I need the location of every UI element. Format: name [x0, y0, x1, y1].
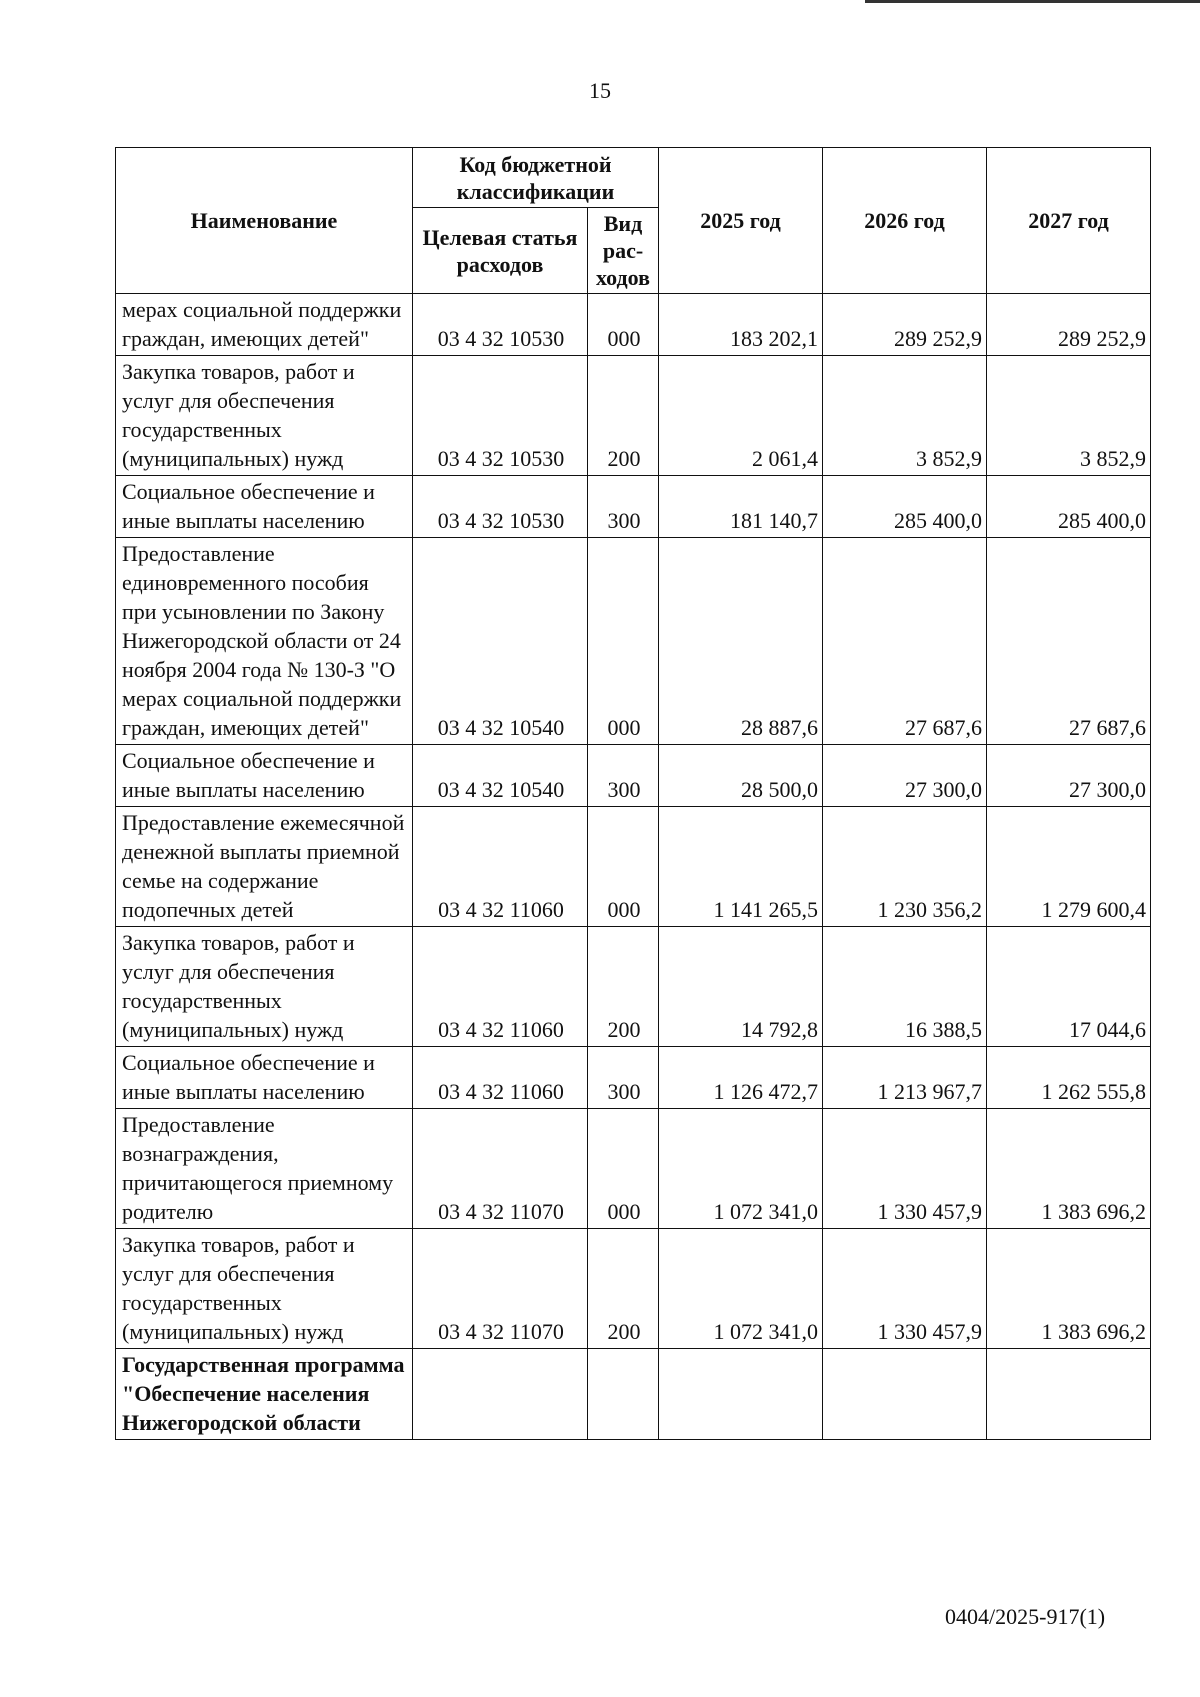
row-value-2025: 1 126 472,7	[659, 1047, 823, 1109]
row-name: Закупка товаров, работ и услуг для обеспечения государственных (муниципальных) нужд	[116, 927, 413, 1047]
header-2027: 2027 год	[987, 148, 1151, 294]
row-value-2025: 28 887,6	[659, 538, 823, 745]
row-target-code: 03 4 32 11060	[413, 1047, 588, 1109]
table-row	[116, 745, 1151, 807]
header-name: Наименование	[116, 148, 413, 294]
row-value-2026: 27 687,6	[823, 538, 987, 745]
row-value-2027	[987, 1349, 1151, 1440]
row-value-2025: 2 061,4	[659, 356, 823, 476]
header-kbk: Код бюджетной классификации	[413, 148, 659, 208]
row-value-2025	[659, 1349, 823, 1440]
row-value-2026: 27 300,0	[823, 745, 987, 807]
row-expense-type: 300	[588, 745, 659, 807]
row-name: Предоставление вознаграждения, причитающегося приемному родителю	[116, 1109, 413, 1229]
header-expense-type: Вид рас-ходов	[588, 208, 659, 294]
row-value-2026: 16 388,5	[823, 927, 987, 1047]
table-row	[116, 1229, 1151, 1349]
row-value-2025: 181 140,7	[659, 476, 823, 538]
row-value-2025: 28 500,0	[659, 745, 823, 807]
row-expense-type: 000	[588, 1109, 659, 1229]
row-target-code: 03 4 32 11070	[413, 1109, 588, 1229]
header-target-article: Целевая статья расходов	[413, 208, 588, 294]
row-value-2026: 1 213 967,7	[823, 1047, 987, 1109]
row-value-2027: 3 852,9	[987, 356, 1151, 476]
row-name: мерах социальной поддержки граждан, имеющих детей"	[116, 294, 413, 356]
table-row	[116, 1109, 1151, 1229]
row-expense-type: 200	[588, 927, 659, 1047]
row-value-2027: 285 400,0	[987, 476, 1151, 538]
row-value-2027: 27 687,6	[987, 538, 1151, 745]
row-value-2026: 1 330 457,9	[823, 1229, 987, 1349]
row-name: Предоставление ежемесячной денежной выплаты приемной семье на содержание подопечных детей	[116, 807, 413, 927]
table-row	[116, 476, 1151, 538]
row-target-code	[413, 1349, 588, 1440]
row-value-2026	[823, 1349, 987, 1440]
table-body	[116, 294, 1151, 1440]
row-value-2027: 1 279 600,4	[987, 807, 1151, 927]
row-name: Социальное обеспечение и иные выплаты населению	[116, 745, 413, 807]
top-rule	[865, 0, 1200, 3]
row-expense-type	[588, 1349, 659, 1440]
row-value-2025: 1 072 341,0	[659, 1229, 823, 1349]
row-value-2027: 1 383 696,2	[987, 1229, 1151, 1349]
page-number: 15	[589, 78, 611, 103]
row-target-code: 03 4 32 10540	[413, 745, 588, 807]
table-row	[116, 1047, 1151, 1109]
row-value-2026: 285 400,0	[823, 476, 987, 538]
row-name: Социальное обеспечение и иные выплаты населению	[116, 1047, 413, 1109]
row-name: Закупка товаров, работ и услуг для обеспечения государственных (муниципальных) нужд	[116, 1229, 413, 1349]
row-target-code: 03 4 32 10530	[413, 294, 588, 356]
header-2025: 2025 год	[659, 148, 823, 294]
budget-table	[115, 147, 1151, 1440]
row-name: Закупка товаров, работ и услуг для обеспечения государственных (муниципальных) нужд	[116, 356, 413, 476]
row-target-code: 03 4 32 11070	[413, 1229, 588, 1349]
row-value-2026: 1 330 457,9	[823, 1109, 987, 1229]
row-value-2025: 183 202,1	[659, 294, 823, 356]
row-value-2027: 27 300,0	[987, 745, 1151, 807]
row-expense-type: 300	[588, 1047, 659, 1109]
row-expense-type: 000	[588, 538, 659, 745]
row-target-code: 03 4 32 11060	[413, 807, 588, 927]
table-row	[116, 927, 1151, 1047]
row-expense-type: 000	[588, 807, 659, 927]
row-target-code: 03 4 32 10530	[413, 356, 588, 476]
row-value-2027: 1 383 696,2	[987, 1109, 1151, 1229]
row-value-2025: 1 072 341,0	[659, 1109, 823, 1229]
row-value-2027: 289 252,9	[987, 294, 1151, 356]
row-expense-type: 300	[588, 476, 659, 538]
row-expense-type: 000	[588, 294, 659, 356]
header-2026: 2026 год	[823, 148, 987, 294]
row-value-2026: 1 230 356,2	[823, 807, 987, 927]
row-target-code: 03 4 32 11060	[413, 927, 588, 1047]
table-row	[116, 1349, 1151, 1440]
row-value-2027: 1 262 555,8	[987, 1047, 1151, 1109]
document-id: 0404/2025-917(1)	[945, 1604, 1106, 1629]
row-value-2025: 1 141 265,5	[659, 807, 823, 927]
row-name: Государственная программа "Обеспечение населения Нижегородской области	[116, 1349, 413, 1440]
row-name: Социальное обеспечение и иные выплаты населению	[116, 476, 413, 538]
row-expense-type: 200	[588, 356, 659, 476]
row-value-2026: 3 852,9	[823, 356, 987, 476]
row-expense-type: 200	[588, 1229, 659, 1349]
row-value-2027: 17 044,6	[987, 927, 1151, 1047]
table-row	[116, 538, 1151, 745]
table-row	[116, 356, 1151, 476]
row-value-2025: 14 792,8	[659, 927, 823, 1047]
table-row	[116, 807, 1151, 927]
table-row	[116, 294, 1151, 356]
row-value-2026: 289 252,9	[823, 294, 987, 356]
row-target-code: 03 4 32 10530	[413, 476, 588, 538]
table-header	[116, 148, 1151, 294]
row-target-code: 03 4 32 10540	[413, 538, 588, 745]
row-name: Предоставление единовременного пособия при усыновлении по Закону Нижегородской области от 24 ноября 2004 года № 130-З "О мерах социальной поддержки граждан, имеющих детей"	[116, 538, 413, 745]
